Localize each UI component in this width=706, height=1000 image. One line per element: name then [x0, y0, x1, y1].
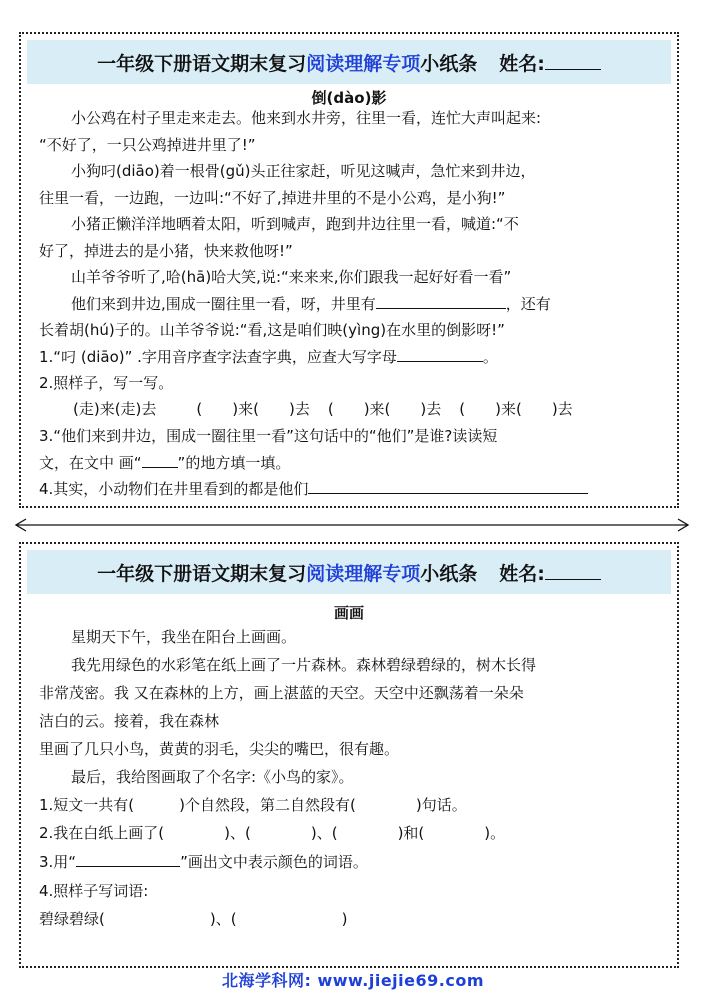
paragraph-line: 非常茂密。我 又在森林的上方，画上湛蓝的天空。天空中还飘荡着一朵朵: [39, 684, 524, 702]
reading-card-2: [19, 542, 679, 968]
paragraph-line: 里画了几只小鸟，黄黄的羽毛，尖尖的嘴巴，很有趣。: [39, 740, 400, 758]
paragraph-line: 星期天下午，我坐在阳台上画画。: [71, 628, 297, 646]
paragraph-line: 往里一看，一边跑，一边叫:“不好了,掉进井里的不是小公鸡，是小狗!”: [39, 189, 506, 207]
reading-card-1: [19, 32, 679, 508]
fill-blank[interactable]: [376, 293, 506, 309]
question-3: 3.“他们来到井边，围成一圈往里一看”这句话中的“他们”是谁?读读短: [39, 427, 498, 445]
name-field[interactable]: 姓名:: [499, 559, 601, 586]
paragraph-line: “不好了，一只公鸡掉进井里了!”: [39, 136, 256, 154]
answer-blank[interactable]: [308, 478, 588, 494]
story-title: 画画: [333, 604, 364, 622]
paragraph-line: 小狗叼(diāo)着一根骨(gǔ)头正往家赶，听见这喊声，急忙来到井边，: [71, 162, 536, 180]
story-title: 倒(dào)影: [311, 89, 387, 107]
card-header: [27, 40, 671, 84]
question-2: 2.照样子，写一写。: [39, 374, 174, 392]
header-title: 一年级下册语文期末复习阅读理解专项小纸条: [97, 562, 478, 585]
paragraph-line: 小公鸡在村子里走来走去。他来到水井旁，往里一看，连忙大声叫起来:: [71, 109, 542, 127]
pattern-blank[interactable]: ( )来( )去: [459, 400, 573, 418]
question-2: 2.我在白纸上画了( )、( )、( )和( )。: [39, 824, 506, 842]
answer-blank[interactable]: [76, 851, 180, 867]
question-1: 1.短文一共有( )个自然段，第二自然段有( )句话。: [39, 796, 467, 814]
question-1: 1.“叼 (diāo)” .字用音序查字法查字典，应查大写字母 。: [39, 348, 498, 366]
double-arrow-divider: [12, 517, 692, 533]
question-4: 4.其实，小动物们在井里看到的都是他们: [39, 478, 588, 499]
footer-website: 北海学科网: www.jiejie69.com: [221, 971, 484, 990]
question-3-cont: 文，在文中 画“ ”的地方填一填。: [39, 454, 291, 472]
question-4-example: 碧绿碧绿( )、( ): [39, 910, 348, 928]
pattern-blank[interactable]: ( )来( )去: [327, 400, 442, 418]
paragraph-line: 好了，掉进去的是小猪，快来救他呀!”: [39, 242, 293, 260]
paragraph-line: 我先用绿色的水彩笔在纸上画了一片森林。森林碧绿碧绿的，树木长得: [71, 656, 537, 674]
question-2-pattern: [73, 399, 573, 419]
header-title: 一年级下册语文期末复习阅读理解专项小纸条: [97, 52, 478, 75]
name-blank[interactable]: [545, 51, 601, 70]
answer-blank[interactable]: [142, 452, 178, 468]
answer-blanks[interactable]: ( )、( ): [99, 910, 348, 928]
name-field[interactable]: 姓名:: [499, 49, 601, 76]
answer-blank[interactable]: [397, 346, 483, 362]
paragraph-line: 他们来到井边,围成一圈往里一看，呀，井里有 ，还有: [71, 295, 551, 313]
question-3: 3.用“ ”画出文中表示颜色的词语。: [39, 853, 368, 871]
paragraph-line: 最后，我给图画取了个名字:《小鸟的家》。: [71, 768, 354, 786]
paragraph-line: 洁白的云。接着，我在森林: [39, 712, 220, 730]
paragraph-line: 山羊爷爷听了,哈(hā)哈大笑,说:“来来来,你们跟我一起好好看一看”: [71, 268, 512, 286]
paragraph-line: 小猪正懒洋洋地晒着太阳，听到喊声，跑到井边往里一看，喊道:“不: [71, 215, 519, 233]
card-header: [27, 550, 671, 594]
pattern-blank[interactable]: ( )来( )去: [196, 400, 310, 418]
pattern-example: (走)来(走)去: [73, 400, 157, 418]
name-blank[interactable]: [545, 561, 601, 580]
paragraph-line: 长着胡(hú)子的。山羊爷爷说:“看,这是咱们映(yìng)在水里的倒影呀!”: [39, 321, 505, 339]
question-4: 4.照样子写词语:: [39, 882, 149, 900]
